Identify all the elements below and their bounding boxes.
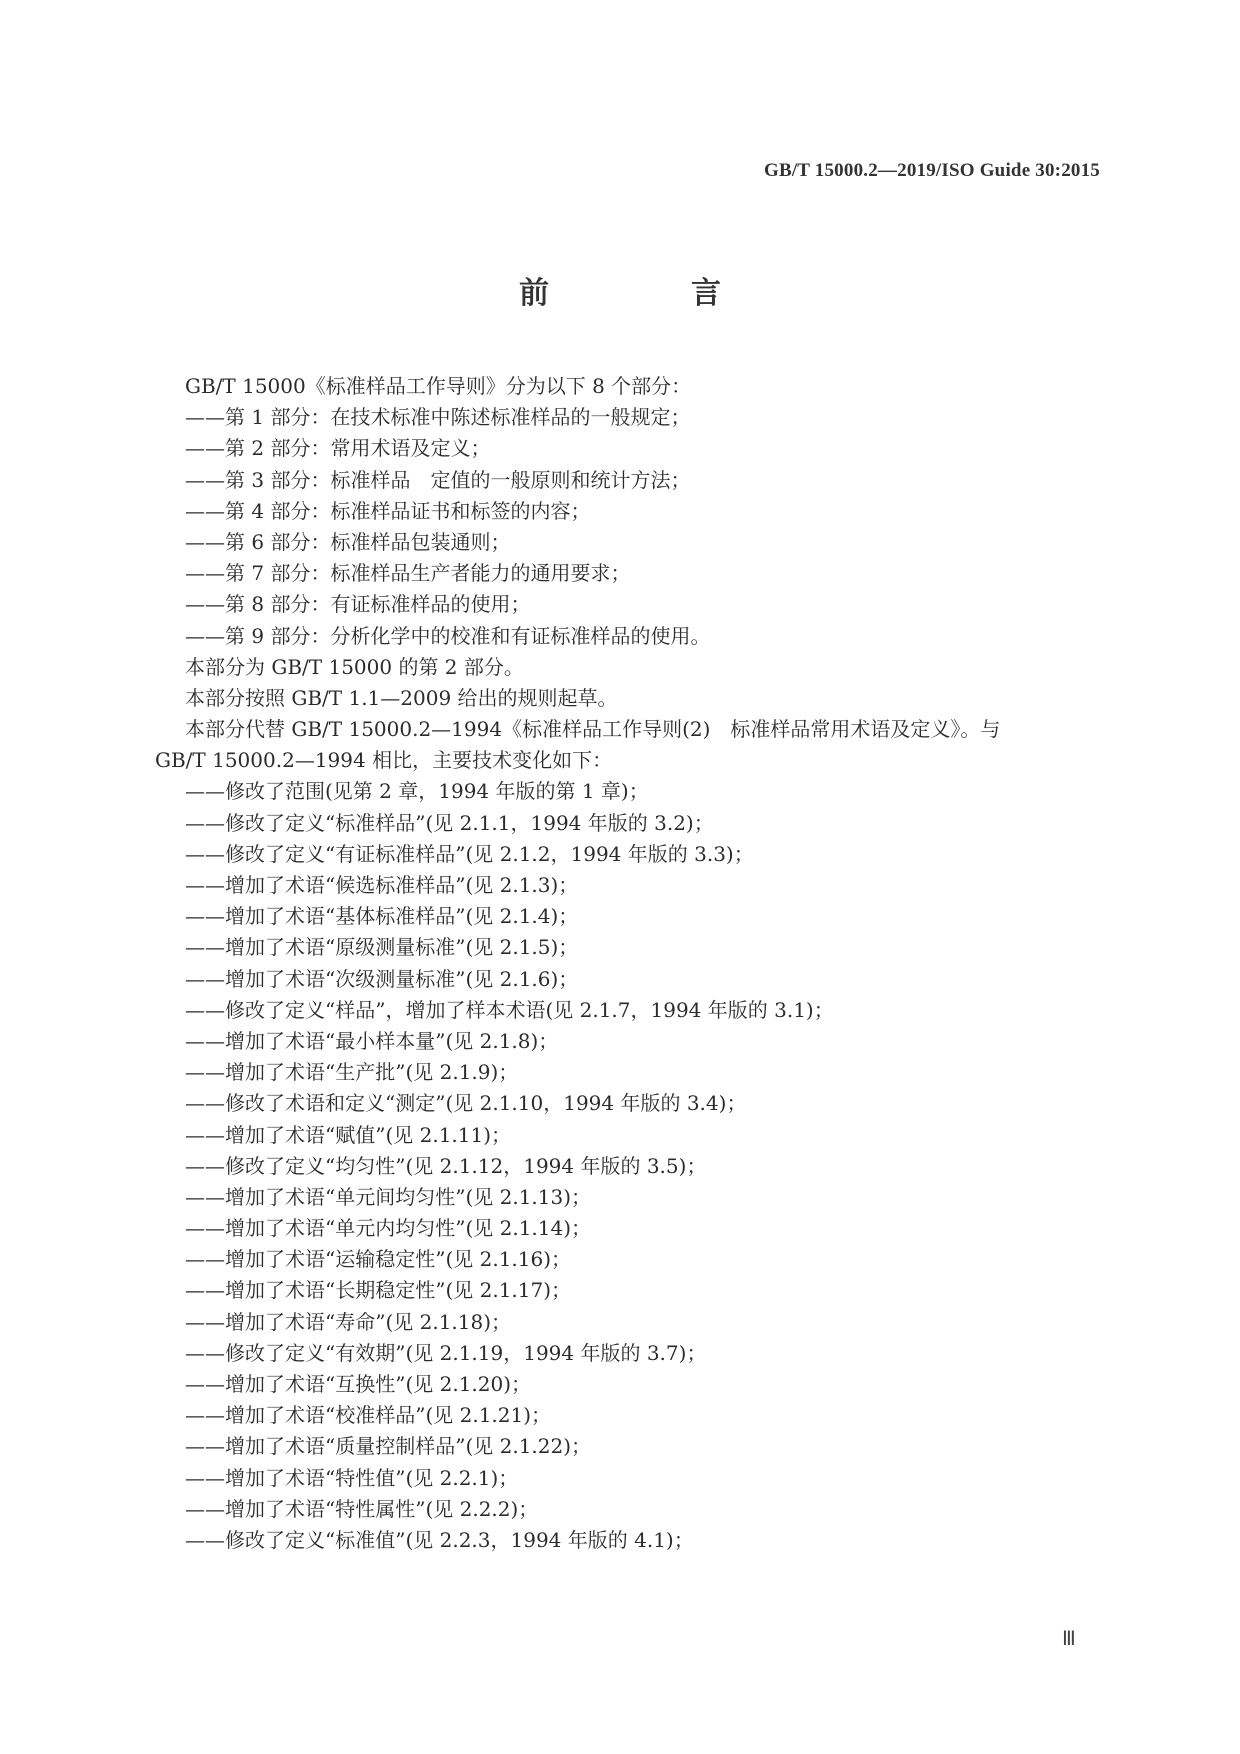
change-item: ——修改了范围(见第 2 章，1994 年版的第 1 章)； [185, 779, 649, 804]
change-item: ——修改了定义“样品”，增加了样本术语(见 2.1.7，1994 年版的 3.1)； [185, 997, 834, 1022]
change-item: ——增加了术语“候选标准样品”(见 2.1.3)； [185, 873, 579, 897]
part-item: ——第 1 部分：在技术标准中陈述标准样品的一般规定； [185, 405, 691, 430]
change-item: ——修改了定义“有效期”(见 2.1.19，1994 年版的 3.7)； [185, 1340, 707, 1365]
change-item: ——增加了术语“互换性”(见 2.1.20)； [185, 1372, 532, 1396]
change-item: ——增加了术语“长期稳定性”(见 2.1.17)； [185, 1278, 572, 1303]
change-item: ——修改了定义“均匀性”(见 2.1.12，1994 年版的 3.5)； [185, 1153, 707, 1178]
change-item: ——增加了术语“特性属性”(见 2.2.2)； [185, 1496, 539, 1521]
change-item: ——增加了术语“原级测量标准”(见 2.1.5)； [185, 935, 579, 960]
change-item: ——增加了术语“特性值”(见 2.2.1)； [185, 1465, 519, 1490]
change-item: ——增加了术语“最小样本量”(见 2.1.8)； [185, 1028, 559, 1053]
part-item: ——第 3 部分：标准样品 定值的一般原则和统计方法； [185, 467, 691, 492]
statement-part-number: 本部分为 GB/T 15000 的第 2 部分。 [185, 654, 524, 679]
change-item: ——修改了术语和定义“测定”(见 2.1.10，1994 年版的 3.4)； [185, 1091, 747, 1116]
change-item: ——增加了术语“单元间均匀性”(见 2.1.13)； [185, 1184, 592, 1209]
change-item: ——增加了术语“生产批”(见 2.1.9)； [185, 1060, 519, 1085]
change-item: ——增加了术语“校准样品”(见 2.1.21)； [185, 1403, 552, 1428]
replacement-statement: 本部分代替 GB/T 15000.2—1994《标准样品工作导则(2) 标准样品常用术语及定义》。与 [185, 717, 1001, 742]
intro-paragraph: GB/T 15000《标准样品工作导则》分为以下 8 个部分： [185, 374, 692, 398]
part-item: ——第 6 部分：标准样品包装通则； [185, 529, 511, 554]
change-item: ——增加了术语“赋值”(见 2.1.11)； [185, 1122, 512, 1147]
standard-code-header: GB/T 15000.2—2019/ISO Guide 30:2015 [763, 160, 1100, 181]
foreword-body [155, 371, 1100, 1556]
change-item: ——修改了定义“标准值”(见 2.2.3，1994 年版的 4.1)； [185, 1527, 694, 1552]
change-item: ——增加了术语“单元内均匀性”(见 2.1.14)； [185, 1216, 592, 1241]
change-item: ——增加了术语“质量控制样品”(见 2.1.22)； [185, 1434, 592, 1459]
change-item: ——增加了术语“基体标准样品”(见 2.1.4)； [185, 904, 579, 929]
page-title: 前 言 [519, 276, 777, 311]
part-item: ——第 2 部分：常用术语及定义； [185, 436, 491, 461]
replacement-statement-continued: GB/T 15000.2—1994 相比，主要技术变化如下： [155, 748, 613, 773]
change-item: ——修改了定义“标准样品”(见 2.1.1，1994 年版的 3.2)； [185, 810, 714, 835]
change-item: ——增加了术语“运输稳定性”(见 2.1.16)； [185, 1247, 572, 1272]
page-number: Ⅲ [1062, 1628, 1076, 1650]
part-item: ——第 4 部分：标准样品证书和标签的内容； [185, 498, 591, 523]
part-item: ——第 8 部分：有证标准样品的使用； [185, 592, 531, 617]
change-item: ——增加了术语“寿命”(见 2.1.18)； [185, 1309, 512, 1334]
part-item: ——第 9 部分：分析化学中的校准和有证标准样品的使用。 [185, 623, 711, 648]
part-item: ——第 7 部分：标准样品生产者能力的通用要求； [185, 561, 631, 586]
change-item: ——增加了术语“次级测量标准”(见 2.1.6)； [185, 966, 579, 991]
statement-drafting-rules: 本部分按照 GB/T 1.1—2009 给出的规则起草。 [185, 685, 618, 710]
change-item: ——修改了定义“有证标准样品”(见 2.1.2，1994 年版的 3.3)； [185, 841, 754, 866]
